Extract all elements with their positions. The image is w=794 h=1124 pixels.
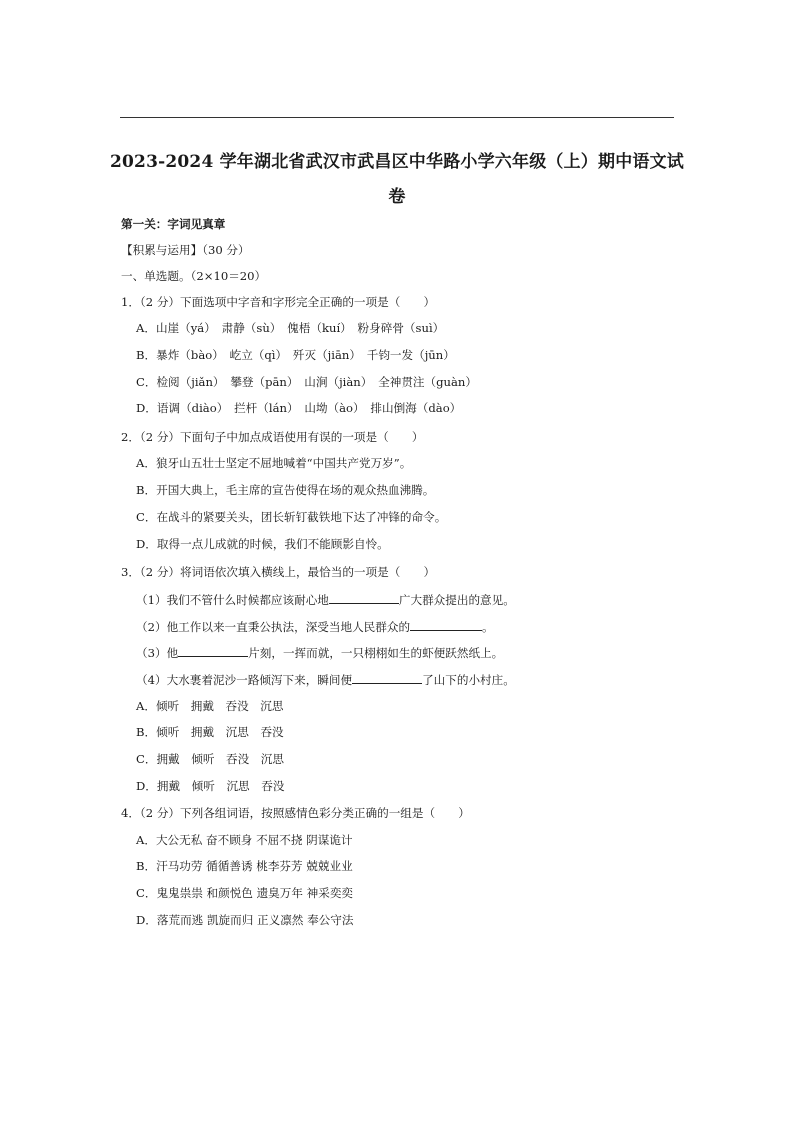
question-3-sentence-3 [136,644,503,661]
sentence-3-before: （3）他 [136,646,179,660]
question-2-option-d: D．取得一点儿成就的时候，我们不能顾影自怜。 [136,537,389,551]
question-1-option-b: B．暴炸（bào） 屹立（qì） 歼灭（jiān） 千钧一发（jūn） [136,348,455,362]
question-3-sentence-2 [136,618,494,635]
sentence-3-after: 片刻，一挥而就，一只栩栩如生的虾便跃然纸上。 [248,646,504,660]
exam-title-line-1: 2023-2024 学年湖北省武汉市武昌区中华路小学六年级（上）期中语文试 [110,152,685,172]
question-3-option-a: A．倾听 拥戴 吞没 沉思 [136,699,284,713]
question-1-option-c: C．检阅（jiǎn） 攀登（pān） 山涧（jiàn） 全神贯注（guàn） [136,375,477,389]
exam-title-line-2: 卷 [388,187,406,207]
fill-blank-2[interactable] [410,618,482,631]
question-2-stem: 2．（2 分）下面句子中加点成语使用有误的一项是（ ） [121,430,424,444]
question-3-option-c: C．拥戴 倾听 吞没 沉思 [136,752,284,766]
question-4-option-a: A．大公无私 奋不顾身 不屈不挠 阴谋诡计 [136,833,353,847]
question-1-option-a: A．山崖（yá） 肃静（sù） 傀梧（kuí） 粉身碎骨（suì） [136,321,445,335]
question-1-stem: 1．（2 分）下面选项中字音和字形完全正确的一项是（ ） [121,295,436,309]
question-4-option-c: C．鬼鬼祟祟 和颜悦色 遗臭万年 神采奕奕 [136,886,354,900]
question-1-option-d: D．语调（diào） 拦杆（lán） 山坳（ào） 排山倒海（dào） [136,401,462,415]
fill-blank-4[interactable] [352,671,422,684]
header-rule [120,117,674,118]
question-3-sentence-1 [136,591,515,608]
sentence-1-before: （1）我们不管什么时候都应该耐心地 [136,593,329,607]
question-3-option-b: B．倾听 拥戴 沉思 吞没 [136,725,284,739]
part-title: 第一关：字词见真章 [121,217,226,231]
question-2-option-c: C．在战斗的紧要关头，团长斩钉截铁地下达了冲锋的命令。 [136,510,447,524]
sentence-4-after: 了山下的小村庄。 [422,673,515,687]
fill-blank-1[interactable] [329,591,399,604]
subsection-title: 【积累与运用】（30 分） [121,243,250,257]
question-3-sentence-4 [136,671,515,688]
sentence-2-after: 。 [482,620,494,634]
instruction-text: 一、单选题。（2×10＝20） [121,269,267,283]
question-3-option-d: D．拥戴 倾听 沉思 吞没 [136,779,285,793]
sentence-1-after: 广大群众提出的意见。 [398,593,515,607]
sentence-4-before: （4）大水裹着泥沙一路倾泻下来，瞬间便 [136,673,353,687]
sentence-2-before: （2）他工作以来一直秉公执法，深受当地人民群众的 [136,620,411,634]
fill-blank-3[interactable] [178,644,248,657]
question-4-option-d: D．落荒而逃 凯旋而归 正义凛然 奉公守法 [136,913,354,927]
question-2-option-a: A．狼牙山五壮士坚定不屈地喊着“中国共产党万岁”。 [136,456,412,470]
question-4-stem: 4．（2 分）下列各组词语，按照感情色彩分类正确的一组是（ ） [121,806,470,820]
question-2-option-b: B．开国大典上，毛主席的宣告使得在场的观众热血沸腾。 [136,483,435,497]
question-4-option-b: B．汗马功劳 循循善诱 桃李芬芳 兢兢业业 [136,859,353,873]
question-3-stem: 3．（2 分）将词语依次填入横线上，最恰当的一项是（ ） [121,565,436,579]
